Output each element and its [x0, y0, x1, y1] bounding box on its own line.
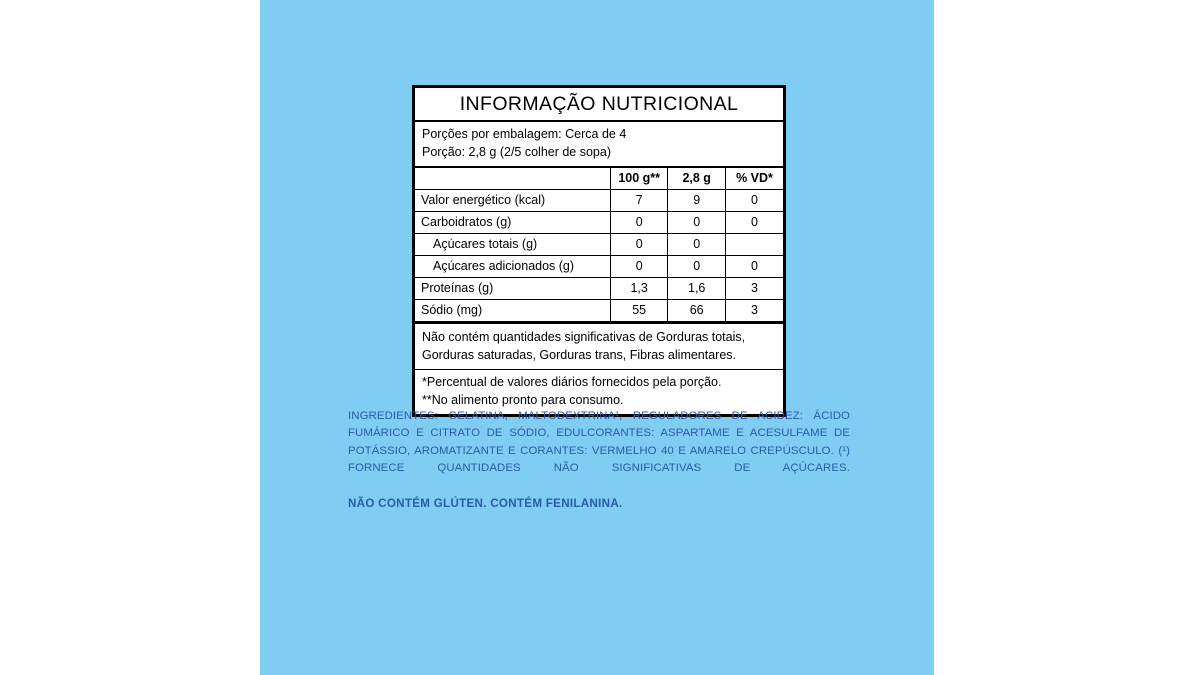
nutrient-vd [725, 233, 783, 255]
nutrient-name: Proteínas (g) [415, 277, 610, 299]
column-header-per-100g: 100 g** [610, 168, 668, 190]
nutrient-per-portion: 66 [668, 299, 726, 321]
portions-info [415, 122, 783, 168]
not-significant-note: Não contém quantidades significativas de Gorduras totais, Gorduras saturadas, Gorduras trans, Fibras alimentares. [415, 322, 783, 369]
column-header-vd: % VD* [725, 168, 783, 190]
table-row [415, 233, 783, 255]
nutrient-vd: 3 [725, 277, 783, 299]
ingredients-block [348, 408, 850, 477]
nutrient-per-portion: 1,6 [668, 277, 726, 299]
nutrient-name: Valor energético (kcal) [415, 189, 610, 211]
gluten-warning: NÃO CONTÉM GLÚTEN. CONTÉM FENILANINA. [348, 497, 623, 510]
table-row [415, 189, 783, 211]
table-row [415, 255, 783, 277]
nutrient-per-100g: 0 [610, 255, 668, 277]
ingredients-text: INGREDIENTES: GELATINA, MALTODEXTRINA¹, REGULADORES DE ACIDEZ: ÁCIDO FUMÁRICO E CITRATO DE SÓDIO, EDULCORANTES: ASPARTAME E ACESULFAME DE POTÁSSIO, AROMATIZANTE E CORANTES: VERMELHO 40 E AMARELO CREPÚSCULO. [348, 410, 850, 457]
nutrient-per-portion: 0 [668, 255, 726, 277]
nutrient-per-100g: 0 [610, 211, 668, 233]
footnote-vd: *Percentual de valores diários fornecidos pela porção. [422, 374, 722, 389]
table-row [415, 299, 783, 321]
nutrition-table [415, 168, 783, 322]
column-header-per-portion: 2,8 g [668, 168, 726, 190]
nutrient-name: Carboidratos (g) [415, 211, 610, 233]
nutrient-per-portion: 0 [668, 233, 726, 255]
nutrient-name: Açúcares totais (g) [415, 233, 610, 255]
nutrient-per-100g: 55 [610, 299, 668, 321]
nutrient-per-portion: 9 [668, 189, 726, 211]
nutrient-name: Sódio (mg) [415, 299, 610, 321]
portions-per-package: Porções por embalagem: Cerca de 4 [422, 127, 627, 141]
table-row [415, 277, 783, 299]
nutrient-vd: 0 [725, 255, 783, 277]
footnote-prepared: **No alimento pronto para consumo. [422, 392, 624, 407]
column-header-name [415, 168, 610, 190]
nutrition-facts-box [412, 85, 786, 417]
blue-background-panel [260, 0, 934, 675]
nutrient-name: Açúcares adicionados (g) [415, 255, 610, 277]
nutrient-per-100g: 1,3 [610, 277, 668, 299]
nutrient-per-portion: 0 [668, 211, 726, 233]
ingredients-footnote: (¹) FORNECE QUANTIDADES NÃO SIGNIFICATIVAS DE AÇÚCARES. [348, 444, 851, 474]
nutrition-title: INFORMAÇÃO NUTRICIONAL [415, 88, 783, 122]
nutrient-vd: 0 [725, 211, 783, 233]
nutrient-per-100g: 0 [610, 233, 668, 255]
table-row [415, 211, 783, 233]
table-header-row [415, 168, 783, 190]
nutrient-vd: 0 [725, 189, 783, 211]
portion-size: Porção: 2,8 g (2/5 colher de sopa) [422, 144, 612, 159]
nutrient-vd: 3 [725, 299, 783, 321]
nutrient-per-100g: 7 [610, 189, 668, 211]
